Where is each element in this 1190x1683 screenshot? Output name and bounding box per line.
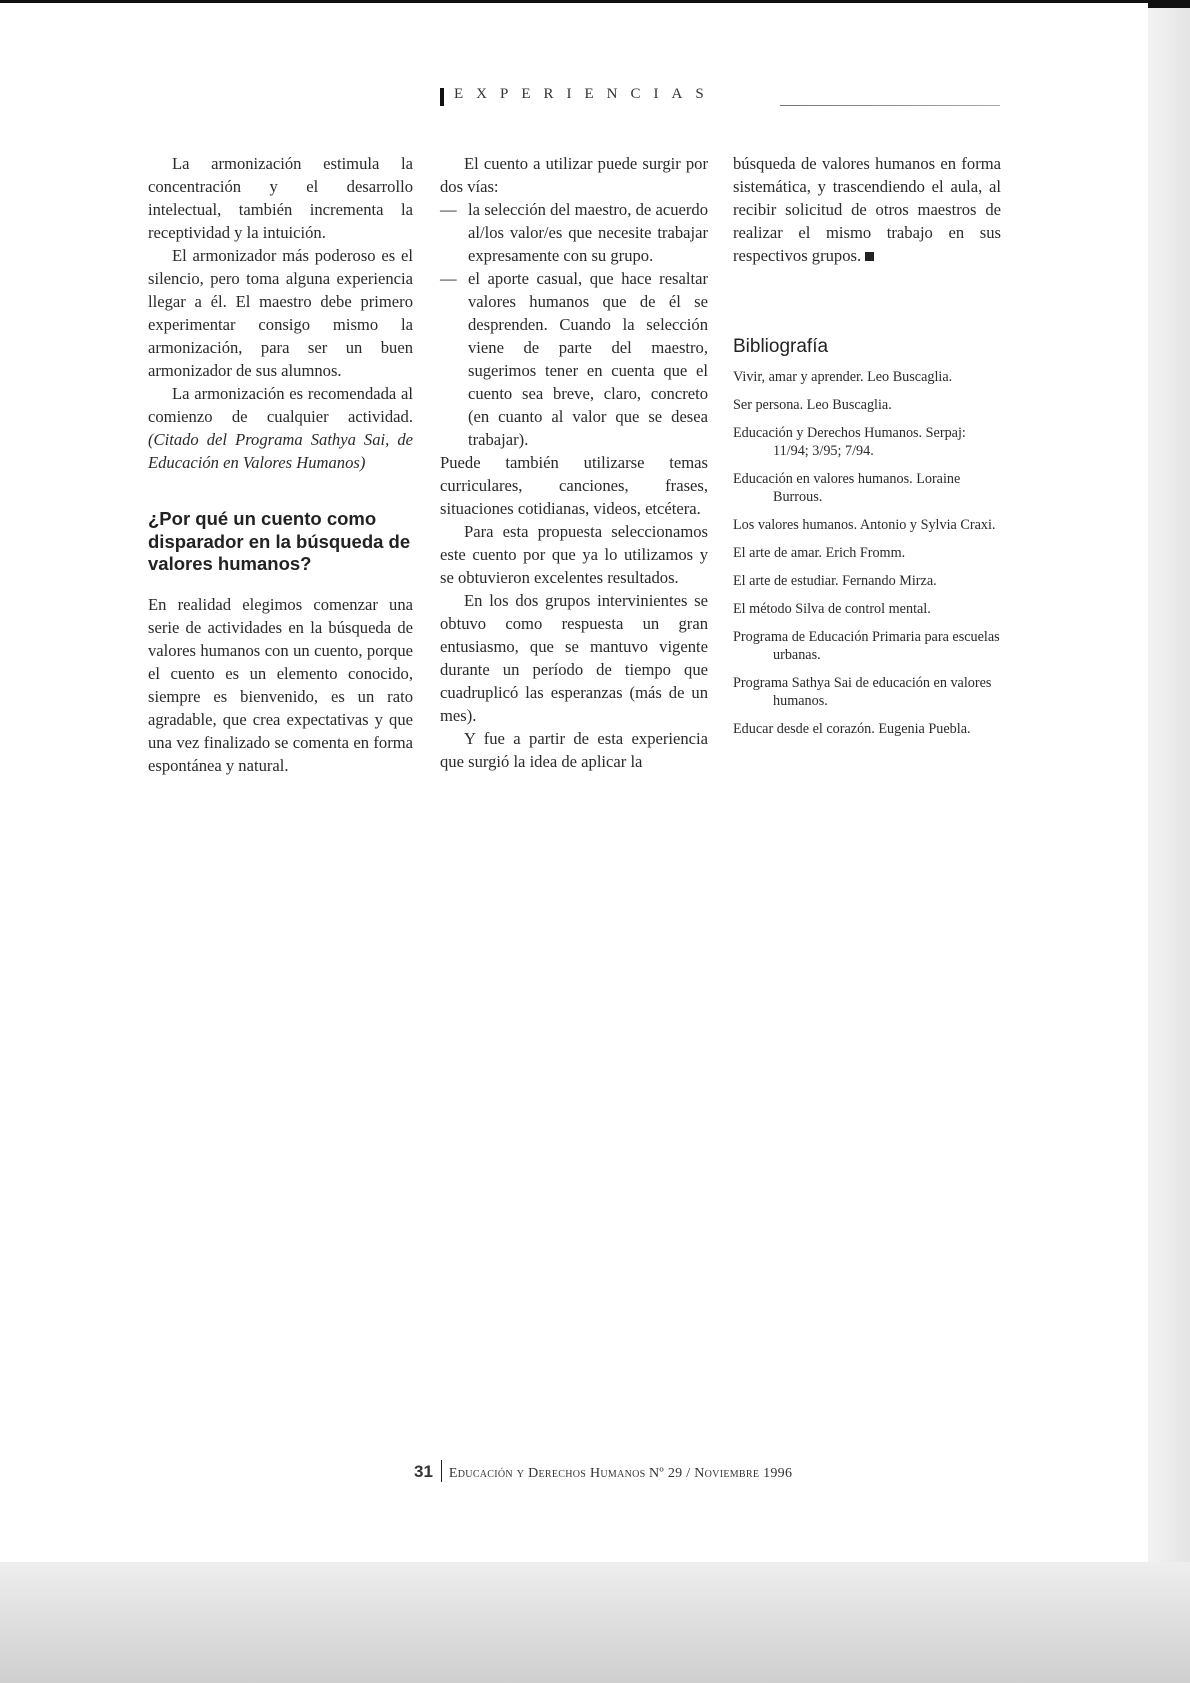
list-item-text: la selección del maestro, de acuerdo al/los valor/es que necesite trabajar expresamente con su grupo.: [468, 200, 708, 265]
dash-bullet: —: [440, 200, 457, 219]
column-1: [148, 152, 413, 777]
dash-bullet: —: [440, 269, 457, 288]
paragraph: El armonizador más poderoso es el silencio, pero toma alguna experiencia llegar a él. El maestro debe primero experimentar consigo mismo la armonización, para ser un buen armonizador de sus alumnos.: [148, 246, 413, 380]
header-rule: [780, 105, 1000, 106]
page-corner-shadow: [1148, 0, 1190, 8]
section-marker: [440, 88, 444, 106]
bibliography-item: Vivir, amar y aprender. Leo Buscaglia.: [733, 369, 953, 385]
footer-divider: [441, 1460, 442, 1482]
column-3: [733, 152, 1001, 748]
list-item-text: el aporte casual, que hace resaltar valores humanos que de él se desprenden. Cuando la selección viene de parte del maestro, sugerimos tener en cuenta que el cuento sea breve, claro, concreto (en cuanto al valor que se desea trabajar).: [468, 269, 708, 449]
paragraph: La armonización estimula la concentración y el desarrollo intelectual, también incrementa la receptividad y la intuición.: [148, 154, 413, 242]
section-title: EXPERIENCIAS: [454, 86, 717, 102]
bibliography-item: Educación y Derechos Humanos. Serpaj: 11/94; 3/95; 7/94.: [733, 425, 966, 459]
bibliography-list: [733, 368, 1001, 738]
list-item: [440, 198, 708, 267]
bibliography-item: Los valores humanos. Antonio y Sylvia Craxi.: [733, 517, 996, 533]
column-2: [440, 152, 708, 773]
paragraph: [148, 382, 413, 474]
bibliography-title: Bibliografía: [733, 336, 829, 357]
issue-info: Nº 29 / Noviembre 1996: [649, 1466, 793, 1481]
paragraph: Para esta propuesta seleccionamos este cuento por que ya lo utilizamos y se obtuvieron excelentes resultados.: [440, 522, 708, 587]
paragraph: Puede también utilizarse temas curriculares, canciones, frases, situaciones cotidianas, videos, etcétera.: [440, 453, 708, 518]
bibliography-item: El método Silva de control mental.: [733, 601, 931, 617]
paragraph: En los dos grupos intervinientes se obtuvo como respuesta un gran entusiasmo, que se mantuvo vigente durante un período de tiempo que cuadruplicó las esperanzas (más de un mes).: [440, 591, 708, 725]
bibliography-item: Programa Sathya Sai de educación en valores humanos.: [733, 675, 992, 709]
end-mark-icon: [865, 252, 874, 261]
paragraph-text: La armonización es recomendada al comienzo de cualquier actividad.: [148, 384, 413, 426]
paragraph: [733, 152, 1001, 267]
page-number: 31: [414, 1462, 433, 1481]
bibliography-item: Ser persona. Leo Buscaglia.: [733, 397, 892, 413]
paragraph-text: búsqueda de valores humanos en forma sistemática, y trascendiendo el aula, al recibir solicitud de otros maestros de realizar el mismo trabajo en sus respectivos grupos.: [733, 154, 1001, 265]
bibliography-item: El arte de estudiar. Fernando Mirza.: [733, 573, 937, 589]
paragraph: En realidad elegimos comenzar una serie de actividades en la búsqueda de valores humanos con un cuento, porque el cuento es un elemento conocido, siempre es bienvenido, es un rato agradable, que crea expectativas y que una vez finalizado se comenta en forma espontánea y natural.: [148, 594, 413, 775]
scan-bottom-shadow: [0, 1562, 1190, 1683]
bibliography-item: Educación en valores humanos. Loraine Burrous.: [733, 471, 961, 505]
top-edge-shadow: [0, 0, 1150, 3]
list-item: [440, 267, 708, 451]
paragraph: El cuento a utilizar puede surgir por dos vías:: [440, 154, 708, 196]
publication-name: Educación y Derechos Humanos: [448, 1466, 646, 1481]
citation: (Citado del Programa Sathya Sai, de Educación en Valores Humanos): [148, 430, 413, 472]
page-footer: [414, 1460, 792, 1484]
paragraph: Y fue a partir de esta experiencia que surgió la idea de aplicar la: [440, 729, 708, 771]
bibliography-item: El arte de amar. Erich Fromm.: [733, 545, 906, 561]
bibliography-item: Educar desde el corazón. Eugenia Puebla.: [733, 721, 971, 737]
section-header: [440, 86, 1000, 108]
page-right-edge: [1148, 0, 1190, 1683]
bibliography-item: Programa de Educación Primaria para escuelas urbanas.: [733, 629, 1000, 663]
section-heading: ¿Por qué un cuento como disparador en la búsqueda de valores humanos?: [148, 508, 411, 574]
